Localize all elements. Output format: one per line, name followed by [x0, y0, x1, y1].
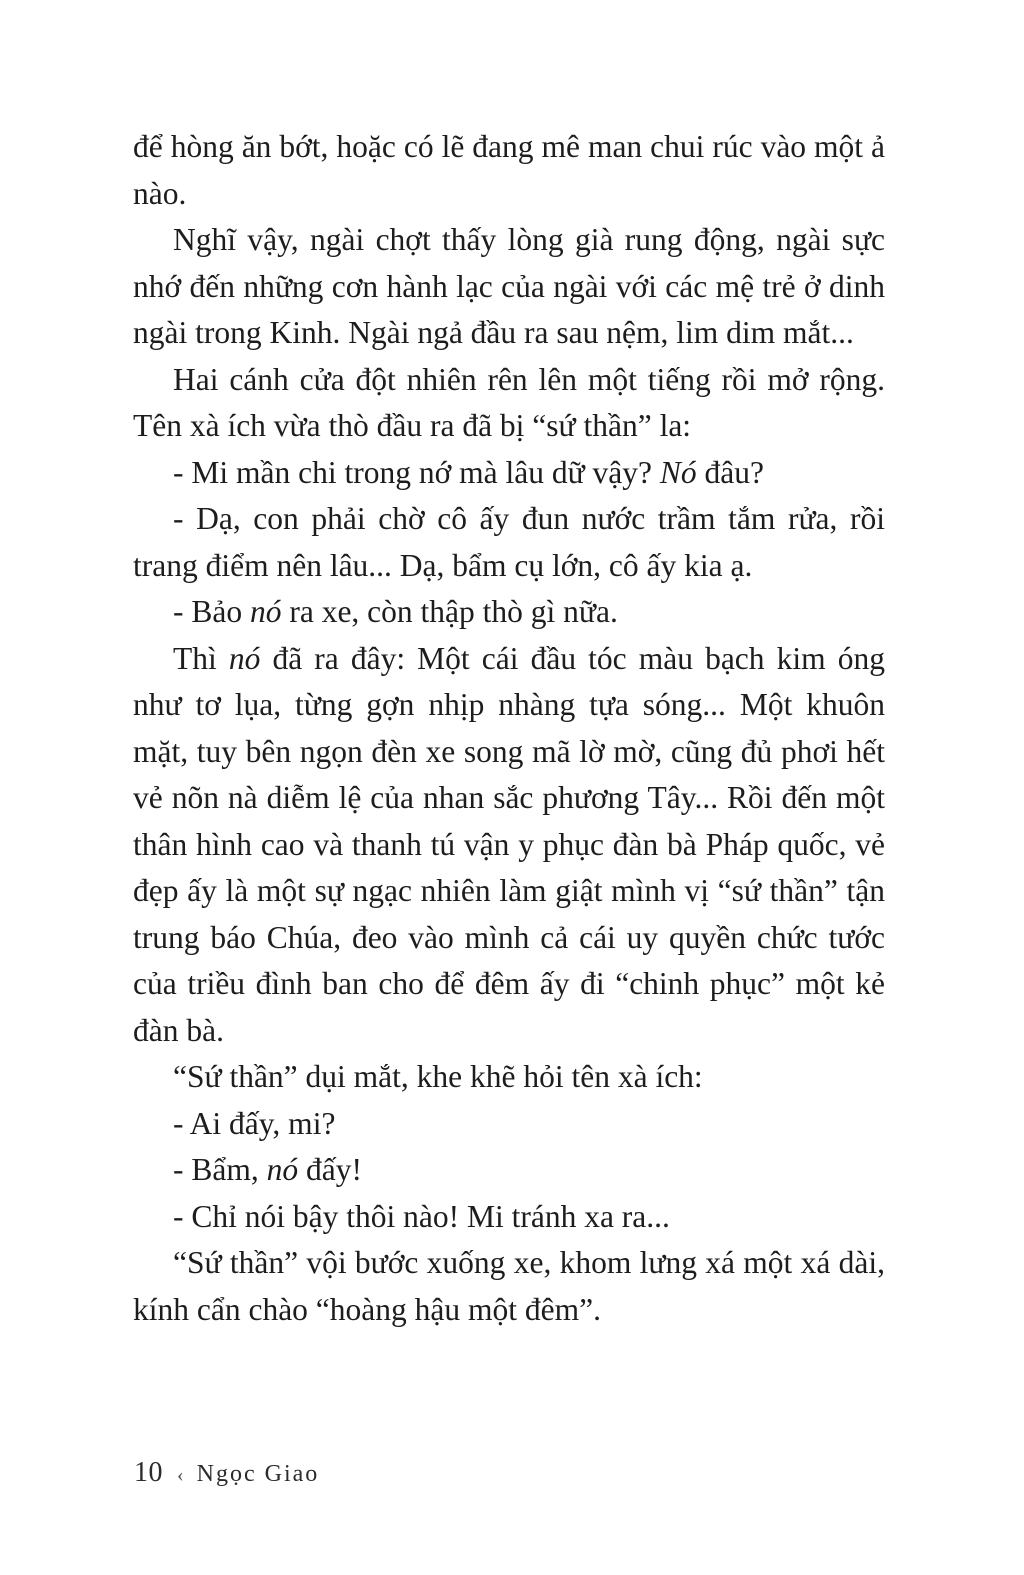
- italic-text: nó: [228, 640, 261, 676]
- paragraph: [133, 1054, 885, 1101]
- page-footer: [134, 1457, 319, 1489]
- italic-text: nó: [249, 594, 282, 629]
- paragraph: [133, 124, 885, 217]
- text-segment: Nghĩ vậy, ngài chợt thấy lòng già rung động, ngài sực nhớ đến những cơn hành lạc của ngài với các mệ trẻ ở dinh ngài trong Kinh. Ngài ngả đầu ra sau nệm, lim dim mắt...: [133, 222, 885, 350]
- paragraph: [133, 217, 885, 357]
- text-segment: - Bẩm,: [173, 1152, 267, 1187]
- paragraph: [133, 1194, 885, 1241]
- italic-text: nó: [266, 1152, 299, 1187]
- paragraph: [133, 636, 885, 1055]
- text-segment: - Dạ, con phải chờ cô ấy đun nước trầm tắm rửa, rồi trang điểm nên lâu... Dạ, bẩm cụ lớn, cô ấy kia ạ.: [133, 501, 885, 583]
- paragraph: [133, 1101, 885, 1148]
- text-segment: “Sứ thần” vội bước xuống xe, khom lưng xá một xá dài, kính cẩn chào “hoàng hậu một đêm”.: [133, 1245, 885, 1327]
- text-segment: đâu?: [696, 454, 764, 490]
- paragraph: [133, 450, 885, 497]
- text-segment: - Bảo: [173, 594, 250, 629]
- italic-text: Nó: [659, 454, 697, 490]
- paragraph: [133, 1240, 885, 1333]
- body-text: [133, 124, 885, 1333]
- paragraph: [133, 1147, 885, 1194]
- text-segment: - Ai đấy, mi?: [173, 1105, 336, 1141]
- footer-separator-icon: ‹: [177, 1464, 184, 1486]
- text-segment: đã ra đây: Một cái đầu tóc màu bạch kim óng như tơ lụa, từng gợn nhịp nhàng tựa sóng... Một khuôn mặt, tuy bên ngọn đèn xe song mã lờ mờ, cũng đủ phơi hết vẻ nõn nà diễm lệ của nhan sắc phương Tây... Rồi đến một thân hình cao và thanh tú vận y phục đàn bà Pháp quốc, vẻ đẹp ấy là một sự ngạc nhiên làm giật mình vị “sứ thần” tận trung báo Chúa, đeo vào mình cả cái uy quyền chức tước của triều đình ban cho để đêm ấy đi “chinh phục” một kẻ đàn bà.: [133, 640, 885, 1048]
- text-segment: để hòng ăn bớt, hoặc có lẽ đang mê man chui rúc vào một ả nào.: [133, 129, 885, 211]
- text-segment: “Sứ thần” dụi mắt, khe khẽ hỏi tên xà ích:: [173, 1059, 703, 1094]
- paragraph: [133, 357, 885, 450]
- paragraph: [133, 496, 885, 589]
- text-segment: Thì: [173, 640, 229, 676]
- text-segment: ra xe, còn thập thò gì nữa.: [281, 594, 618, 629]
- author-name: Ngọc Giao: [196, 1461, 320, 1487]
- text-segment: - Chỉ nói bậy thôi nào! Mi tránh xa ra...: [173, 1198, 670, 1234]
- page-number: 10: [134, 1457, 163, 1488]
- text-segment: - Mi mần chi trong nớ mà lâu dữ vậy?: [173, 454, 660, 490]
- text-segment: đấy!: [298, 1152, 362, 1187]
- text-segment: Hai cánh cửa đột nhiên rên lên một tiếng rồi mở rộng. Tên xà ích vừa thò đầu ra đã bị “sứ thần” la:: [133, 361, 885, 443]
- paragraph: [133, 589, 885, 636]
